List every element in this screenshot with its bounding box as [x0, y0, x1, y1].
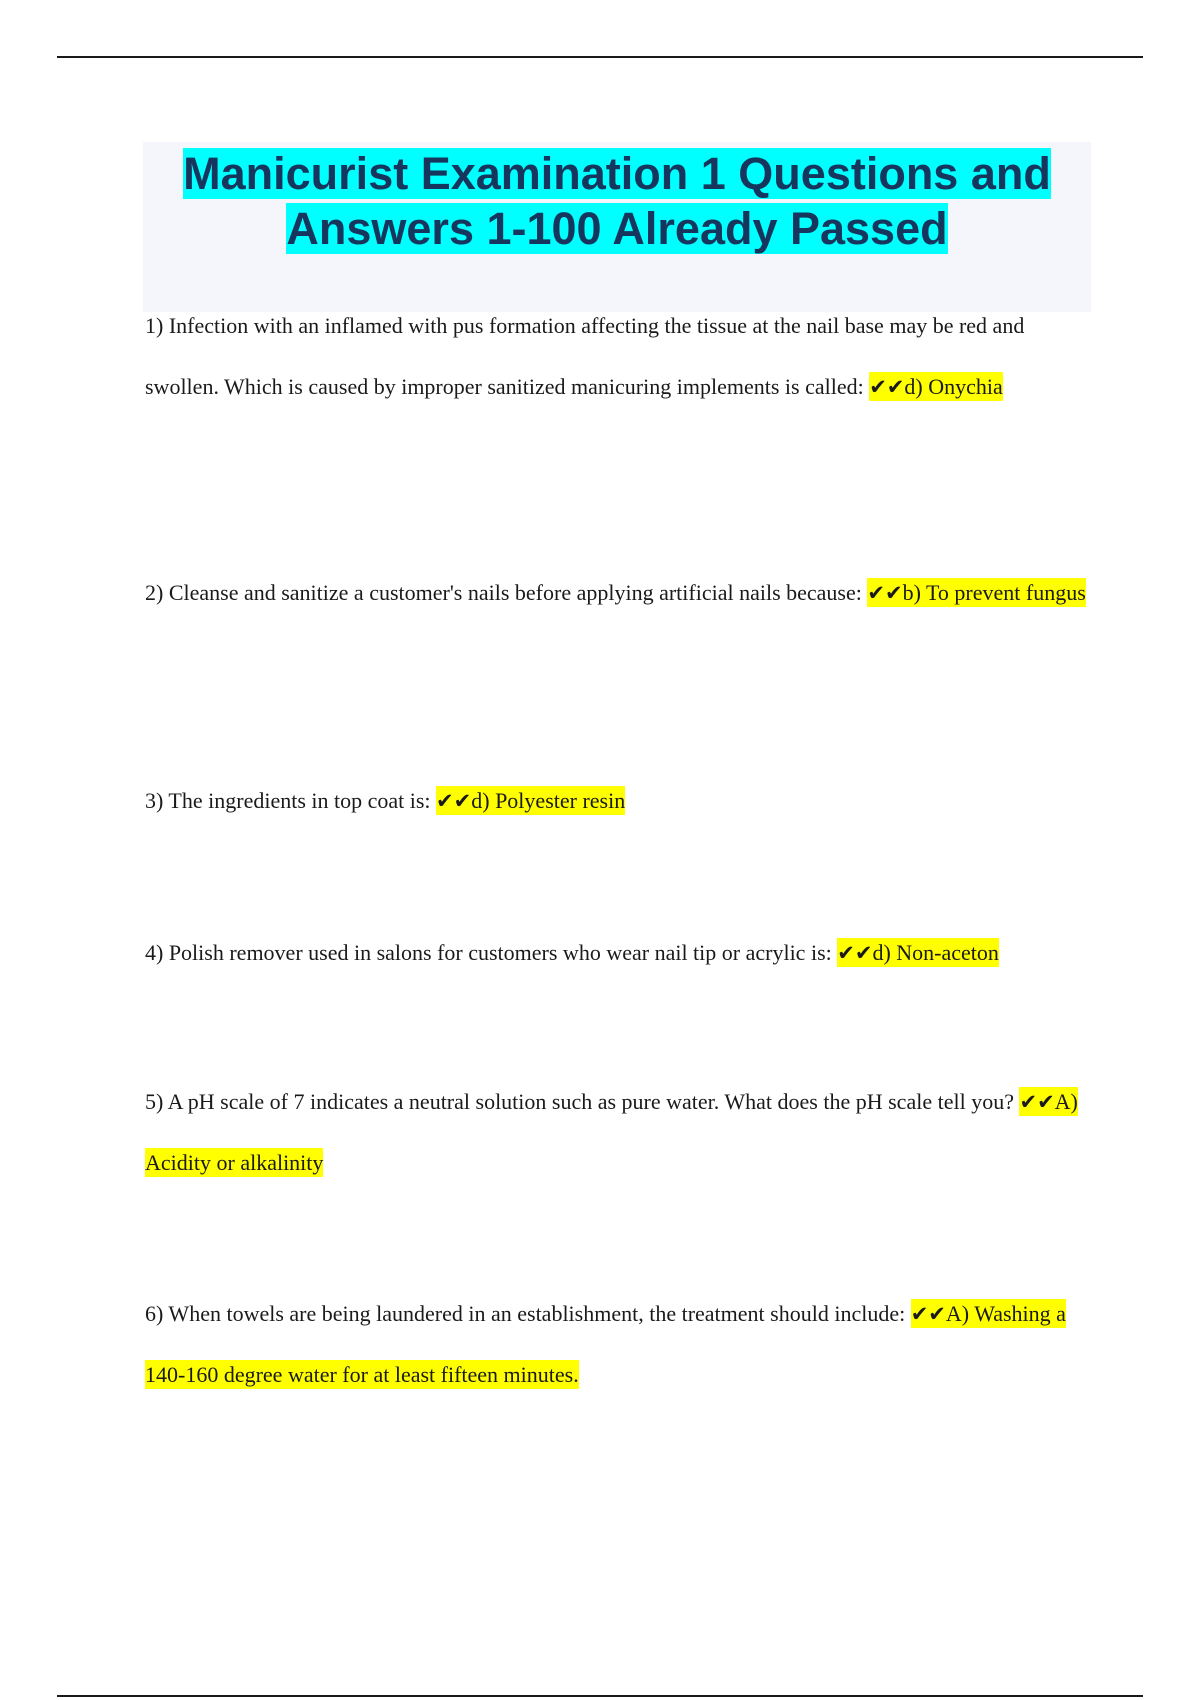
- footer-rule: [57, 1695, 1143, 1697]
- answer-text: d) Non-aceton: [872, 940, 999, 965]
- question-text: 4) Polish remover used in salons for customers who wear nail tip or acrylic is:: [145, 940, 838, 965]
- answer-text: A) Acidity or alkalinity: [145, 1089, 1078, 1175]
- question-text: 1) Infection with an inflamed with pus formation affecting the tissue at the nail base may be red and swollen. Which is caused by improper sanitized manicuring implements is called:: [145, 313, 1025, 399]
- double-check-icon: ✔✔: [837, 941, 873, 965]
- double-check-icon: ✔✔: [1019, 1090, 1055, 1114]
- question-item-3: [145, 771, 1090, 832]
- question-item-4: [145, 923, 1090, 984]
- question-item-5: [145, 1072, 1090, 1193]
- question-text: 2) Cleanse and sanitize a customer's nails before applying artificial nails because:: [145, 580, 868, 605]
- question-item-2: [145, 563, 1090, 624]
- question-item-6: [145, 1284, 1090, 1405]
- double-check-icon: ✔✔: [869, 374, 905, 399]
- document-title-text: Manicurist Examination 1 Questions and Answers 1-100 Already Passed: [183, 148, 1051, 254]
- answer-highlight: [869, 372, 1003, 401]
- title-block: [143, 142, 1091, 312]
- double-check-icon: ✔✔: [436, 789, 472, 813]
- double-check-icon: ✔✔: [910, 1302, 946, 1326]
- answer-text: b) To prevent fungus: [902, 580, 1086, 605]
- answer-highlight: [867, 578, 1085, 607]
- double-check-icon: ✔✔: [867, 581, 903, 605]
- answer-text: d) Polyester resin: [471, 788, 626, 813]
- question-text: 6) When towels are being laundered in an establishment, the treatment should include:: [145, 1301, 911, 1326]
- document-title: [143, 142, 1091, 256]
- question-text: 3) The ingredients in top coat is:: [145, 788, 437, 813]
- question-item-1: [145, 296, 1090, 417]
- answer-text: A) Washing a 140-160 degree water for at least fifteen minutes.: [145, 1301, 1066, 1387]
- answer-text: d) Onychia: [904, 373, 1003, 399]
- header-rule: [57, 56, 1143, 58]
- answer-highlight: [436, 786, 625, 815]
- question-text: 5) A pH scale of 7 indicates a neutral solution such as pure water. What does the pH scale tell you?: [145, 1089, 1020, 1114]
- answer-highlight: [837, 938, 999, 967]
